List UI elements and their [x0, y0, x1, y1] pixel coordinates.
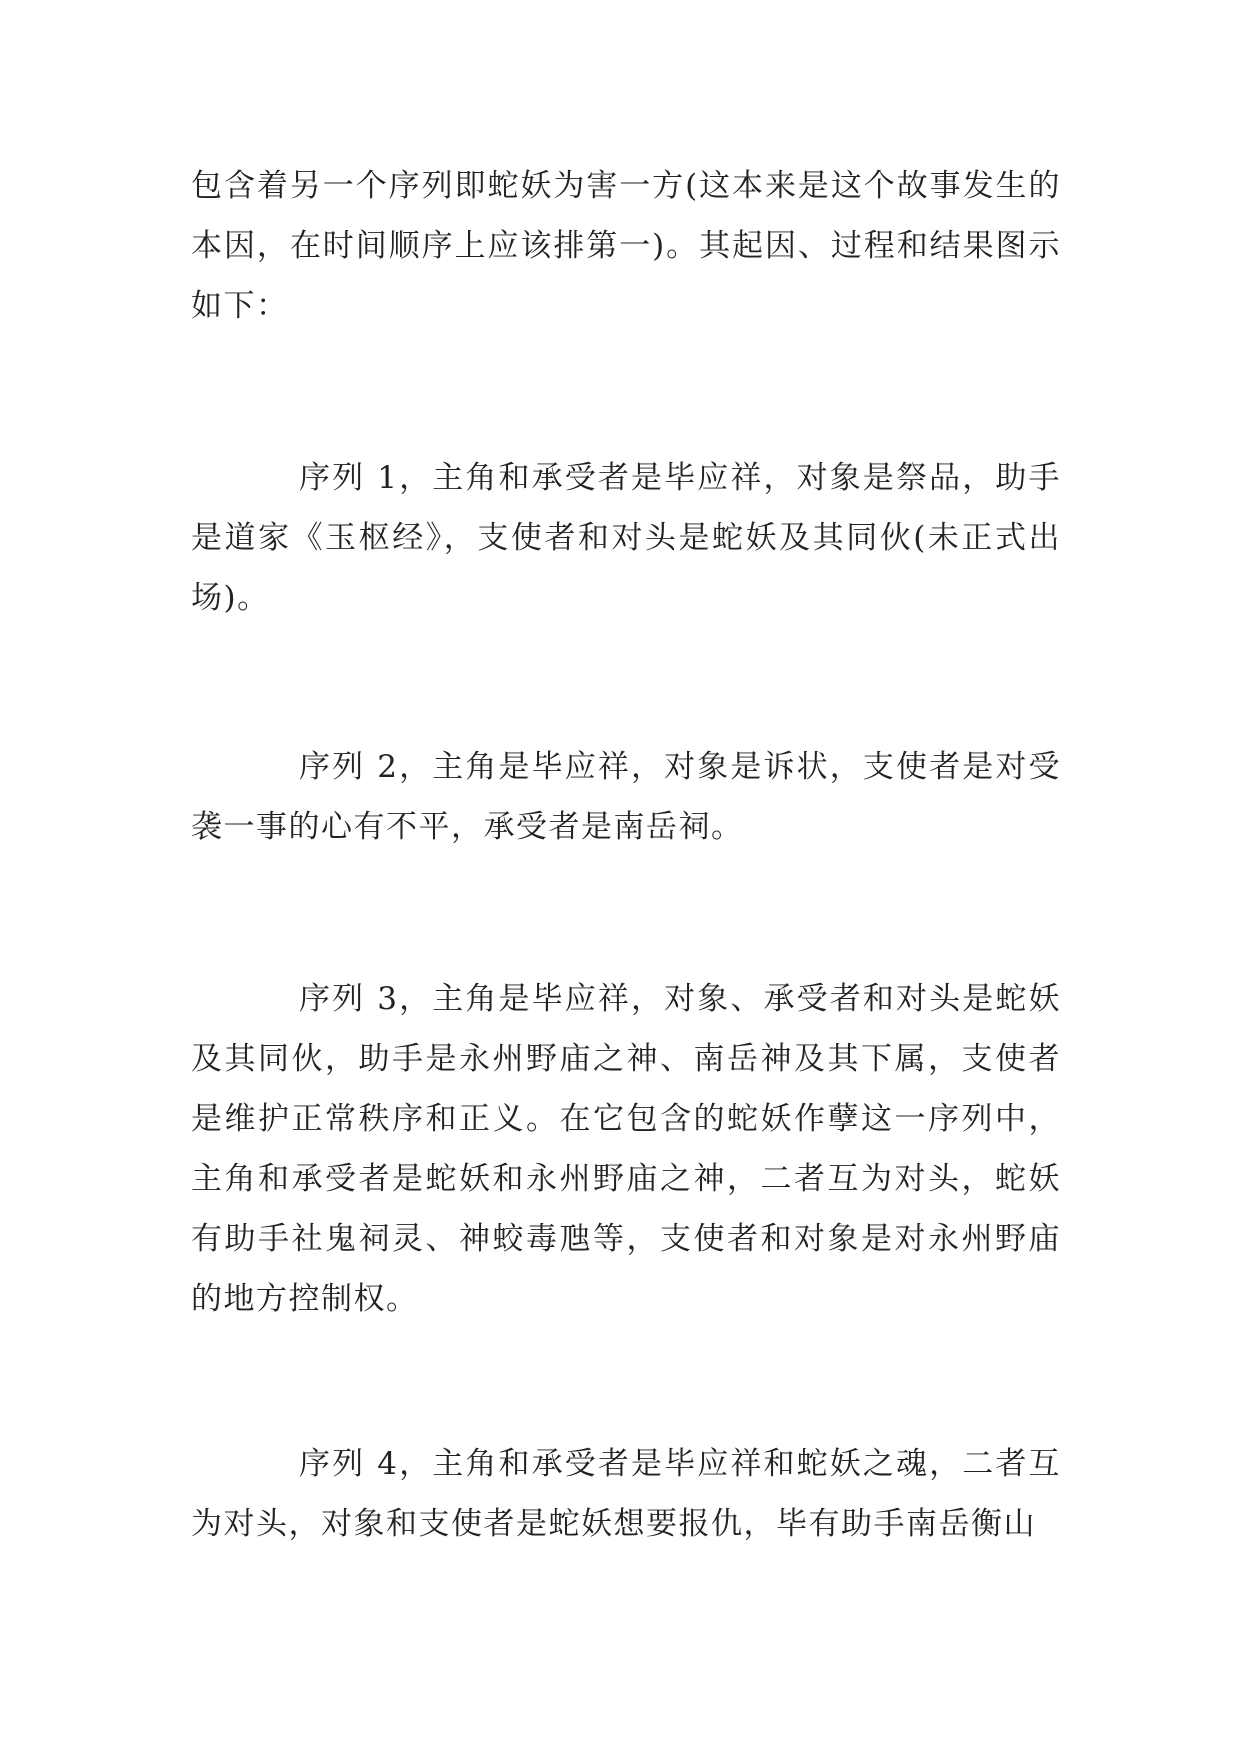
paragraph-sequence-3: 序列 3，主角是毕应祥，对象、承受者和对头是蛇妖及其同伙，助手是永州野庙之神、南岳神及其下属，支使者是维护正常秩序和正义。在它包含的蛇妖作孽这一序列中，主角和承受者是蛇妖和永州野庙之神，二者互为对头，蛇妖有助手社鬼祠灵、神蛟毒虺等，支使者和对象是对永州野庙的地方控制权。	[191, 981, 1061, 1317]
paragraph-sequence-1: 序列 1，主角和承受者是毕应祥，对象是祭品，助手是道家《玉枢经》，支使者和对头是蛇妖及其同伙(未正式出场)。	[191, 460, 1061, 616]
paragraph-sequence-2: 序列 2，主角是毕应祥，对象是诉状，支使者是对受袭一事的心有不平，承受者是南岳祠。	[191, 749, 1061, 845]
paragraph-sequence-4: 序列 4，主角和承受者是毕应祥和蛇妖之魂，二者互为对头，对象和支使者是蛇妖想要报仇，毕有助手南岳衡山	[191, 1446, 1061, 1542]
paragraph-intro: 包含着另一个序列即蛇妖为害一方(这本来是这个故事发生的本因，在时间顺序上应该排第一)。其起因、过程和结果图示如下：	[191, 168, 1061, 324]
